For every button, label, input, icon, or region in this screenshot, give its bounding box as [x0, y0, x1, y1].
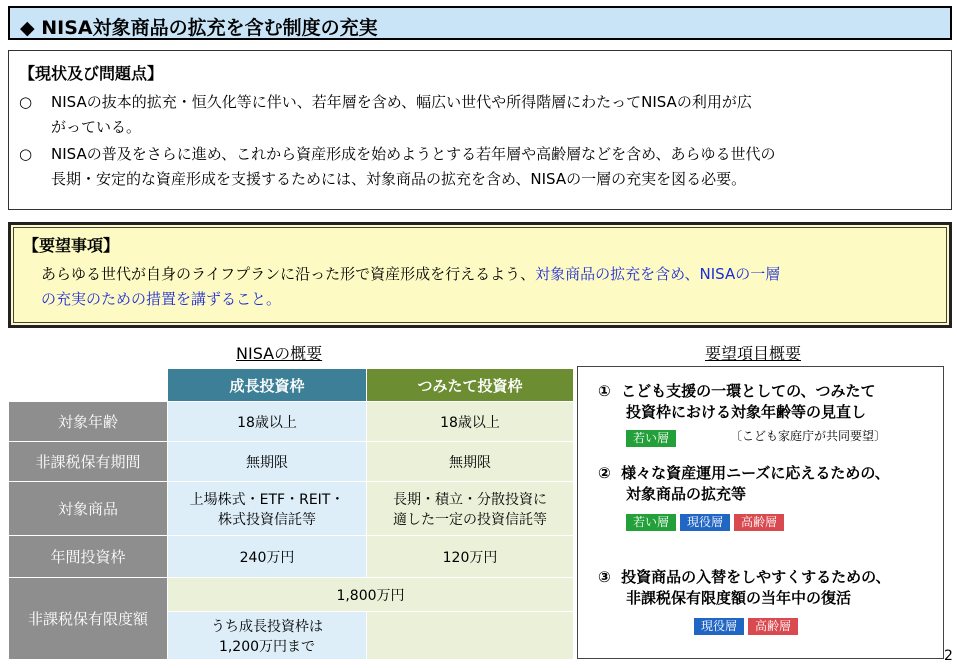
cell-growth [168, 482, 367, 536]
row-label: 非課税保有期間 [9, 442, 168, 482]
table-row [9, 442, 574, 482]
item-number: ③ [598, 568, 611, 586]
cell-limit-total: 1,800万円 [168, 578, 574, 612]
table-corner [9, 369, 168, 402]
page-number: 2 [944, 648, 953, 664]
badge-young: 若い層 [626, 430, 676, 447]
request-heading: 【要望事項】 [23, 236, 120, 255]
table-row [9, 402, 574, 442]
badge-working: 現役層 [694, 618, 744, 635]
item-line: 非課税保有限度額の当年中の復活 [626, 589, 852, 607]
cell-growth: 無期限 [168, 442, 367, 482]
item-line: 投資枠における対象年齢等の見直し [626, 403, 867, 421]
table-header-row [9, 369, 574, 402]
overview-item-3 [598, 567, 891, 609]
request-section [8, 222, 952, 328]
cell-line: 適した一定の投資信託等 [393, 511, 547, 528]
cell-tsumitate: 無期限 [367, 442, 574, 482]
cell-line: 上場株式・ETF・REIT・ [189, 491, 345, 508]
badge-row [694, 615, 802, 635]
cell-limit-growth [168, 612, 367, 660]
cell-line: 長期・積立・分散投資に [393, 491, 547, 508]
item-line: 様々な資産運用ニーズに応えるための、 [621, 464, 890, 482]
cell-line: 1,200万円まで [218, 638, 316, 655]
nisa-table-caption: NISAの概要 [236, 344, 323, 363]
request-overview-box [577, 366, 944, 659]
request-text-plain: あらゆる世代が自身のライフプランに沿った形で資産形成を行えるよう、 [41, 265, 536, 283]
cell-tsumitate: 120万円 [367, 536, 574, 578]
circle-bullet-icon: ○ [19, 145, 33, 163]
row-label: 年間投資枠 [9, 536, 168, 578]
badge-young: 若い層 [626, 514, 676, 531]
cell-growth: 240万円 [168, 536, 367, 578]
cosponsor-note: 〔こども家庭庁が共同要望〕 [730, 429, 887, 443]
status-heading: 【現状及び問題点】 [19, 64, 164, 83]
item-number: ② [598, 464, 611, 482]
item-line: 投資商品の入替をしやすくするための、 [621, 568, 891, 586]
badge-row [626, 511, 788, 531]
status-item-line: NISAの抜本的拡充・恒久化等に伴い、若年層を含め、幅広い世代や所得階層にわたってNISAの利用が広 [51, 93, 752, 111]
circle-bullet-icon: ○ [19, 93, 33, 111]
cell-growth: 18歳以上 [168, 402, 367, 442]
badge-row [626, 427, 680, 447]
status-section [8, 50, 952, 210]
item-number: ① [598, 382, 611, 400]
badge-elderly: 高齢層 [734, 514, 784, 531]
table-row [9, 482, 574, 536]
badge-elderly: 高齢層 [748, 618, 798, 635]
row-label: 対象商品 [9, 482, 168, 536]
item-line: 対象商品の拡充等 [626, 485, 747, 503]
col-header-tsumitate: つみたて投資枠 [367, 369, 574, 402]
row-label: 対象年齢 [9, 402, 168, 442]
table-row [9, 578, 574, 612]
col-header-growth: 成長投資枠 [168, 369, 367, 402]
cell-tsumitate [367, 482, 574, 536]
title-bar [8, 6, 952, 40]
cell-line: うち成長投資枠は [211, 618, 323, 635]
overview-item-1 [598, 381, 876, 423]
status-item [19, 142, 941, 192]
status-item-line: 長期・安定的な資産形成を支援するためには、対象商品の拡充を含め、NISAの一層の充実を図る必要。 [51, 170, 747, 188]
cell-line: 株式投資信託等 [218, 511, 316, 528]
status-item [19, 90, 941, 140]
badge-working: 現役層 [680, 514, 730, 531]
request-text [23, 262, 937, 312]
request-text-highlight: の充実のための措置を講ずること。 [41, 290, 282, 308]
page-title: ◆ NISA対象商品の拡充を含む制度の充実 [20, 17, 378, 39]
item-line: こども支援の一環としての、つみたて [621, 382, 876, 400]
row-label: 非課税保有限度額 [9, 578, 168, 660]
status-item-line: NISAの普及をさらに進め、これから資産形成を始めようとする若年層や高齢層などを含め、あらゆる世代の [51, 145, 776, 163]
request-text-highlight: 対象商品の拡充を含め、NISAの一層 [535, 265, 781, 283]
cell-limit-tsumitate [367, 612, 574, 660]
overview-item-2 [598, 463, 890, 505]
status-item-line: がっている。 [51, 118, 142, 136]
cell-tsumitate: 18歳以上 [367, 402, 574, 442]
overview-caption: 要望項目概要 [705, 344, 802, 363]
nisa-overview-table [8, 368, 574, 660]
table-row [9, 536, 574, 578]
